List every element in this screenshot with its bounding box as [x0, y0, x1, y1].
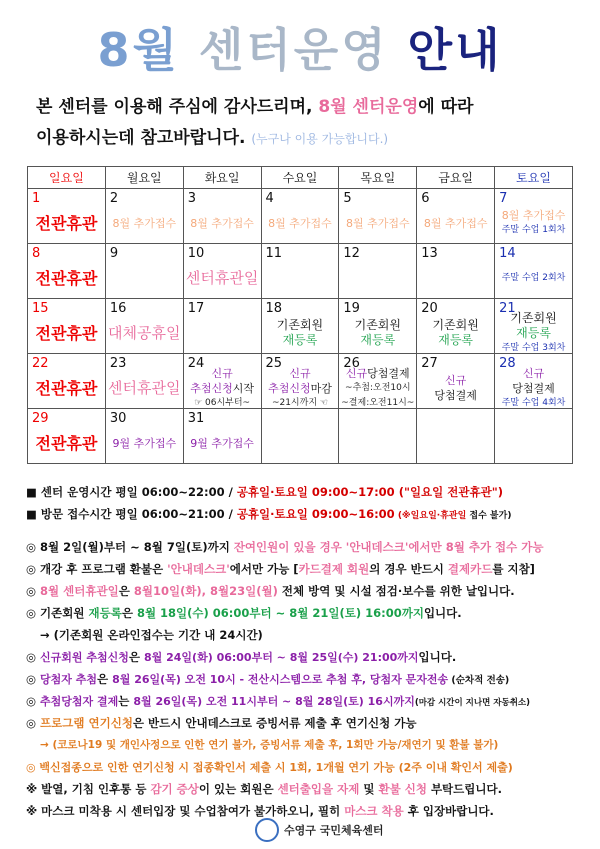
- day-cell: 20 기존회원 재등록: [417, 299, 495, 354]
- calendar-week: [28, 189, 573, 244]
- calendar-week: [28, 244, 573, 299]
- weekday-fri: 금요일: [417, 167, 495, 189]
- day-cell: 5 8월 추가접수: [339, 189, 417, 244]
- day-cell: 11: [261, 244, 339, 299]
- notice-item: ◎ 8월 2일(월)부터 ~ 8월 7일(토)까지 잔여인원이 있을 경우 '안내데스크'에서만 8월 추가 접수 가능: [26, 540, 544, 554]
- day-cell: 1 전관휴관: [28, 189, 106, 244]
- day-cell: 3 8월 추가접수: [183, 189, 261, 244]
- intro-note: (누구나 이용 가능합니다.): [251, 132, 389, 146]
- day-cell: 29 전관휴관: [28, 409, 106, 464]
- notice-item: ◎ 당첨자 추첨은 8월 26일(목) 오전 10시 - 전산시스템으로 추첨 후, 당첨자 문자전송 (순차적 전송): [26, 672, 510, 686]
- weekday-sun: 일요일: [28, 167, 106, 189]
- day-cell: 21 기존회원 재등록 주말 수업 3회차: [495, 299, 573, 354]
- day-cell: 2 8월 추가접수: [105, 189, 183, 244]
- day-cell: [339, 409, 417, 464]
- day-cell: 31 9월 추가접수: [183, 409, 261, 464]
- weekday-sat: 토요일: [495, 167, 573, 189]
- day-cell: 16 대체공휴일: [105, 299, 183, 354]
- day-cell: [495, 409, 573, 464]
- day-cell: 25 신규 추첨신청마감 ~21시까지 ☜: [261, 354, 339, 409]
- day-cell: 13: [417, 244, 495, 299]
- notice-subitem: → (코로나19 및 개인사정으로 인한 연기 불가, 증빙서류 제출 후, 1회만 가능/재연기 및 환불 불가): [40, 739, 499, 751]
- day-cell: [261, 409, 339, 464]
- notice-subitem: → (기존회원 온라인접수는 기간 내 24시간): [40, 628, 263, 642]
- notice-item: ◎ 백신접종으로 인한 연기신청 시 접종확인서 제출 시 1회, 1개월 연기 가능 (2주 이내 확인서 제출): [26, 761, 513, 774]
- weekday-mon: 월요일: [105, 167, 183, 189]
- day-cell: 26 신규당첨결제 ~추첨:오전10시 ~결제:오전11시~: [339, 354, 417, 409]
- notice-item: ◎ 프로그램 연기신청은 반드시 안내데스크로 증빙서류 제출 후 연기신청 가능: [26, 716, 417, 730]
- day-cell: 18 기존회원 재등록: [261, 299, 339, 354]
- sports-center-logo-icon: [255, 818, 279, 842]
- day-cell: 17: [183, 299, 261, 354]
- footer-org: 수영구 국민체육센터: [284, 824, 384, 837]
- day-cell: [417, 409, 495, 464]
- notice-item: ◎ 신규회원 추첨신청은 8월 24일(화) 06:00부터 ~ 8월 25일(수) 21:00까지입니다.: [26, 650, 457, 664]
- notice-item: ※ 발열, 기침 인후통 등 감기 증상이 있는 회원은 센터출입을 자제 및 환불 신청 부탁드립니다.: [26, 782, 502, 796]
- calendar-week: [28, 409, 573, 464]
- notice-item: ※ 마스크 미착용 시 센터입장 및 수업참여가 불가하오니, 필히 마스크 착용 후 입장바랍니다.: [26, 804, 494, 818]
- title-guide: 안내: [407, 23, 503, 77]
- day-cell: 22 전관휴관: [28, 354, 106, 409]
- day-cell: 9: [105, 244, 183, 299]
- day-cell: 15 전관휴관: [28, 299, 106, 354]
- weekday-thu: 목요일: [339, 167, 417, 189]
- day-cell: 28 신규 당첨결제 주말 수업 4회차: [495, 354, 573, 409]
- day-cell: 12: [339, 244, 417, 299]
- notice-item: ◎ 추첨당첨자 결제는 8월 26일(목) 오전 11시부터 ~ 8월 28일(토) 16시까지(마감 시간이 지나면 자동취소): [26, 694, 531, 708]
- notice-item: ◎ 개강 후 프로그램 환불은 '안내데스크'에서만 가능 [카드결제 회원의 경우 반드시 결제카드를 지참]: [26, 562, 535, 576]
- day-cell: 27 신규 당첨결제: [417, 354, 495, 409]
- intro-text: 본 센터를 이용해 주심에 감사드리며, 8월 센터운영에 따라 이용하시는데 참고바랍니다. (누구나 이용 가능합니다.): [36, 97, 474, 148]
- operating-hours: ■ 센터 운영시간 평일 06:00~22:00 / 공휴일·토요일 09:00~17:00 ("일요일 전관휴관"): [26, 485, 503, 499]
- page-title: [0, 14, 600, 80]
- day-cell: 10 센터휴관일: [183, 244, 261, 299]
- calendar-week: [28, 299, 573, 354]
- title-month: 8월: [97, 23, 180, 77]
- calendar-header: [28, 167, 573, 189]
- day-cell: 24 신규 추첨신청시작 ☞ 06시부터~: [183, 354, 261, 409]
- notice-item: ◎ 기존회원 재등록은 8월 18일(수) 06:00부터 ~ 8월 21일(토) 16:00까지입니다.: [26, 606, 462, 620]
- day-cell: 8 전관휴관: [28, 244, 106, 299]
- day-cell: 14 주말 수업 2회차: [495, 244, 573, 299]
- day-cell: 30 9월 추가접수: [105, 409, 183, 464]
- calendar: [27, 166, 573, 464]
- weekday-wed: 수요일: [261, 167, 339, 189]
- calendar-week: [28, 354, 573, 409]
- day-cell: 6 8월 추가접수: [417, 189, 495, 244]
- day-cell: 7 8월 추가접수 주말 수업 1회차: [495, 189, 573, 244]
- day-cell: 4 8월 추가접수: [261, 189, 339, 244]
- visit-hours: ■ 방문 접수시간 평일 06:00~21:00 / 공휴일·토요일 09:00~16:00 (※일요일·휴관일 접수 불가): [26, 507, 512, 521]
- day-cell: 19 기존회원 재등록: [339, 299, 417, 354]
- weekday-tue: 화요일: [183, 167, 261, 189]
- day-cell: 23 센터휴관일: [105, 354, 183, 409]
- notice-item: ◎ 8월 센터휴관일은 8월10일(화), 8월23일(월) 전체 방역 및 시설 점검·보수를 위한 날입니다.: [26, 584, 515, 598]
- title-center: 센터운영: [198, 23, 389, 77]
